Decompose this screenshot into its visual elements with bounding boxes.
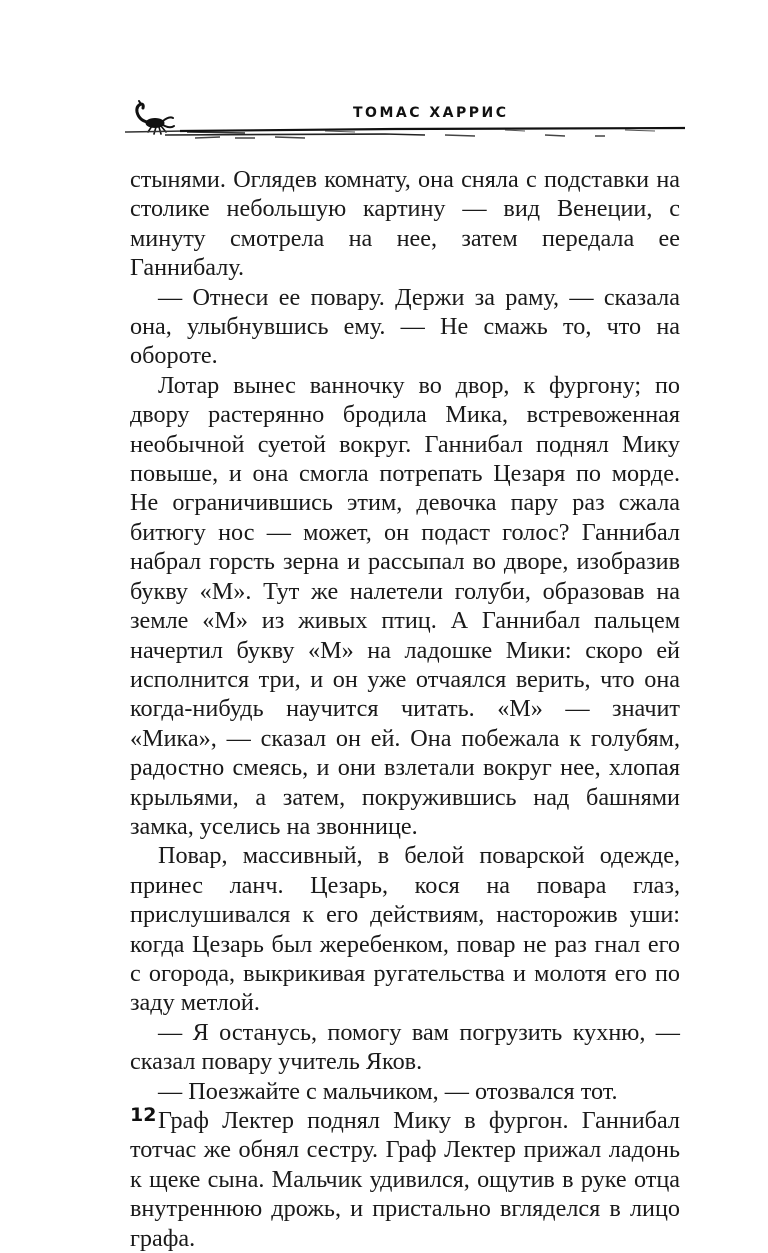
body-text	[130, 165, 680, 1253]
page-number: 12	[130, 1104, 157, 1126]
paragraph: — Поезжайте с мальчиком, — отозвался тот.	[158, 1077, 618, 1105]
paragraph: Повар, массивный, в белой поварской одежде, принес ланч. Цезарь, кося на повара глаз, прислушивался к его действиям, насторожив уши: когда Цезарь был жеребенком, повар не раз гнал его с огорода, выкрикивая ругательства и молотя его по заду метлой.	[130, 842, 680, 1017]
paragraph: — Отнеси ее повару. Держи за раму, — сказала она, улыбнувшись ему. — Не смажь то, что на обороте.	[130, 283, 680, 370]
paragraph: — Я останусь, помогу вам погрузить кухню, — сказал повару учитель Яков.	[130, 1018, 680, 1076]
paragraph: Граф Лектер поднял Мику в фургон. Ганнибал тотчас же обнял сестру. Граф Лектер прижал ладонь к щеке сына. Мальчик удивился, ощутив в руке отца внутреннюю дрожь, и пристально вгляделся в лицо графа.	[130, 1107, 680, 1252]
paragraph: Лотар вынес ванночку во двор, к фургону; по двору растерянно бродила Мика, встревоженная необычной суетой вокруг. Ганнибал поднял Мику повыше, и она смогла потрепать Цезаря по морде. Не ограничившись этим, девочка пару раз сжала битюгу нос — может, он подаст голос? Ганнибал набрал горсть зерна и рассыпал во дворе, изобразив букву «М». Тут же налетели голуби, образовав на земле «М» из живых птиц. А Ганнибал пальцем начертил букву «М» на ладошке Мики: скоро ей исполнится три, и он уже отчаялся верить, что она когда-нибудь научится читать. «М» — значит «Мика», — сказал он ей. Она побежала к голубям, радостно смеясь, и они взлетали вокруг нее, хлопая крыльями, а затем, покружившись над башнями замка, уселись на звоннице.	[130, 371, 680, 840]
header-rule	[125, 126, 685, 146]
page-header	[125, 92, 685, 152]
running-title: ТОМАС ХАРРИС	[353, 105, 509, 121]
paragraph: стынями. Оглядев комнату, она сняла с подставки на столике небольшую картину — вид Венеции, с минуту смотрела на нее, затем передала ее Ганнибалу.	[130, 166, 680, 282]
